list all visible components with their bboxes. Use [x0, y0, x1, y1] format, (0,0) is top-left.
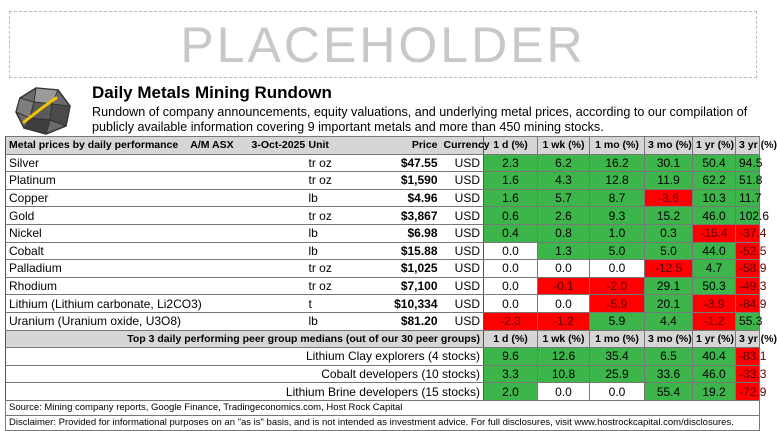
metal-unit: lb — [305, 189, 390, 207]
metal-row — [6, 207, 760, 225]
metal-currency: USD — [441, 189, 484, 207]
perf-cell: 44.0 — [693, 242, 736, 260]
perf-cell: -58.9 — [736, 260, 760, 278]
metal-price: $1,590 — [390, 172, 441, 190]
perf-cell: 12.6 — [538, 348, 590, 366]
perf-cell: 0.0 — [538, 295, 590, 313]
perf-cell: 62.2 — [693, 172, 736, 190]
perf-cell: -84.9 — [736, 295, 760, 313]
perf-cell: 4.4 — [645, 312, 693, 330]
perf-cell: 35.4 — [590, 348, 645, 366]
metal-unit: lb — [305, 224, 390, 242]
col-header-price: Price — [390, 137, 441, 155]
perf-cell: 6.2 — [538, 154, 590, 172]
peer-row — [6, 348, 760, 366]
placeholder-banner — [9, 11, 757, 78]
perf-cell: 1.6 — [484, 172, 538, 190]
peer-col-header: 1 wk (%) — [538, 330, 590, 348]
perf-cell: 9.3 — [590, 207, 645, 225]
metal-row — [6, 172, 760, 190]
metal-currency: USD — [441, 172, 484, 190]
perf-cell: 55.3 — [736, 312, 760, 330]
perf-cell: -2.3 — [484, 312, 538, 330]
metal-price: $3,867 — [390, 207, 441, 225]
peer-name: Cobalt developers (10 stocks) — [6, 365, 484, 383]
metal-price: $15.88 — [390, 242, 441, 260]
metal-unit: tr oz — [305, 207, 390, 225]
perf-cell: 46.0 — [693, 365, 736, 383]
col-header-unit: Unit — [305, 137, 390, 155]
col-header-1d: 1 d (%) — [484, 137, 538, 155]
perf-cell: -2.0 — [590, 277, 645, 295]
perf-cell: 11.7 — [736, 189, 760, 207]
perf-cell: 8.7 — [590, 189, 645, 207]
page-title: Daily Metals Mining Rundown — [92, 83, 332, 102]
perf-cell: 2.6 — [538, 207, 590, 225]
perf-cell: -3.6 — [645, 189, 693, 207]
peer-col-header: 3 yr (%) — [736, 330, 760, 348]
metal-unit: lb — [305, 242, 390, 260]
metals-table-title: Metal prices by daily performance — [9, 139, 179, 152]
perf-cell: 19.2 — [693, 383, 736, 401]
metal-name: Copper — [6, 189, 305, 207]
perf-cell: -33.3 — [736, 365, 760, 383]
col-header-1wk: 1 wk (%) — [538, 137, 590, 155]
date-label: 3-Oct-2025 — [248, 137, 305, 155]
perf-cell: 20.1 — [645, 295, 693, 313]
metal-row — [6, 224, 760, 242]
perf-cell: 6.5 — [645, 348, 693, 366]
perf-cell: 1.0 — [590, 224, 645, 242]
perf-cell: 16.2 — [590, 154, 645, 172]
peer-col-header: 1 d (%) — [484, 330, 538, 348]
perf-cell: -1.2 — [693, 312, 736, 330]
perf-cell: 1.3 — [538, 242, 590, 260]
metal-unit: lb — [305, 312, 390, 330]
perf-cell: 0.0 — [590, 260, 645, 278]
metal-price: $10,334 — [390, 295, 441, 313]
metal-row — [6, 277, 760, 295]
metal-name: Cobalt — [6, 242, 305, 260]
perf-cell: 10.3 — [693, 189, 736, 207]
placeholder-text: PLACEHOLDER — [180, 16, 586, 73]
peer-col-header: 3 mo (%) — [645, 330, 693, 348]
perf-cell: 12.8 — [590, 172, 645, 190]
metal-price: $47.55 — [390, 154, 441, 172]
metal-name: Rhodium — [6, 277, 305, 295]
perf-cell: 5.0 — [645, 242, 693, 260]
metal-name: Palladium — [6, 260, 305, 278]
perf-cell: 10.8 — [538, 365, 590, 383]
metal-name: Gold — [6, 207, 305, 225]
metal-row — [6, 154, 760, 172]
metal-unit: t — [305, 295, 390, 313]
metals-header-title — [6, 137, 248, 155]
perf-cell: 5.9 — [590, 312, 645, 330]
perf-cell: 2.3 — [484, 154, 538, 172]
perf-cell: -3.9 — [693, 295, 736, 313]
perf-cell: 0.0 — [484, 260, 538, 278]
perf-cell: 4.3 — [538, 172, 590, 190]
perf-cell: 9.6 — [484, 348, 538, 366]
perf-cell: 0.0 — [538, 383, 590, 401]
metal-row — [6, 295, 760, 313]
metal-currency: USD — [441, 260, 484, 278]
disclaimer-note: Disclaimer: Provided for informational purposes on an "as is" basis, and is not intended as investment advice. For full disclosures, visit www.hostrockcapital.com/disclosures. — [6, 415, 760, 430]
perf-cell: 40.4 — [693, 348, 736, 366]
metal-unit: tr oz — [305, 260, 390, 278]
metal-row — [6, 312, 760, 330]
perf-cell: -49.3 — [736, 277, 760, 295]
col-header-currency: Currency — [441, 137, 484, 155]
metal-row — [6, 260, 760, 278]
perf-cell: -0.1 — [538, 277, 590, 295]
perf-cell: 15.2 — [645, 207, 693, 225]
perf-cell: 0.0 — [538, 260, 590, 278]
perf-cell: 102.6 — [736, 207, 760, 225]
metal-nugget-icon — [12, 84, 74, 136]
metal-unit: tr oz — [305, 172, 390, 190]
col-header-1mo: 1 mo (%) — [590, 137, 645, 155]
perf-cell: 0.6 — [484, 207, 538, 225]
disclaimer-row — [6, 415, 760, 430]
perf-cell: 11.9 — [645, 172, 693, 190]
perf-cell: 5.7 — [538, 189, 590, 207]
perf-cell: 30.1 — [645, 154, 693, 172]
peer-name: Lithium Brine developers (15 stocks) — [6, 383, 484, 401]
metal-name: Silver — [6, 154, 305, 172]
perf-cell: 0.8 — [538, 224, 590, 242]
peer-name: Lithium Clay explorers (4 stocks) — [6, 348, 484, 366]
metal-price: $6.98 — [390, 224, 441, 242]
page-subtitle: Rundown of company announcements, equity valuations, and underlying metal prices, according to our compilation of publicly available information covering 9 important metals and more than 450 mining stocks. — [92, 105, 748, 134]
perf-cell: 0.0 — [484, 277, 538, 295]
perf-cell: 94.5 — [736, 154, 760, 172]
perf-cell: 50.3 — [693, 277, 736, 295]
metal-currency: USD — [441, 224, 484, 242]
metal-name: Uranium (Uranium oxide, U3O8) — [6, 312, 305, 330]
metal-currency: USD — [441, 154, 484, 172]
peer-col-header: 1 mo (%) — [590, 330, 645, 348]
perf-cell: -5.9 — [590, 295, 645, 313]
perf-cell: 0.0 — [484, 242, 538, 260]
metal-name: Platinum — [6, 172, 305, 190]
perf-cell: -15.4 — [693, 224, 736, 242]
perf-cell: 55.4 — [645, 383, 693, 401]
source-row — [6, 400, 760, 415]
metal-currency: USD — [441, 312, 484, 330]
perf-cell: 0.3 — [645, 224, 693, 242]
perf-cell: 0.0 — [590, 383, 645, 401]
perf-cell: 3.3 — [484, 365, 538, 383]
metal-name: Nickel — [6, 224, 305, 242]
exchange-label: A/M ASX — [190, 139, 234, 152]
metals-header-row — [6, 137, 760, 155]
perf-cell: 46.0 — [693, 207, 736, 225]
peer-table-title: Top 3 daily performing peer group medians (out of our 30 peer groups) — [6, 330, 484, 348]
perf-cell: 29.1 — [645, 277, 693, 295]
metals-table — [5, 136, 777, 431]
perf-cell: -12.5 — [645, 260, 693, 278]
perf-cell: 33.6 — [645, 365, 693, 383]
perf-cell: 50.4 — [693, 154, 736, 172]
metal-price: $81.20 — [390, 312, 441, 330]
perf-cell: -1.2 — [538, 312, 590, 330]
metal-price: $7,100 — [390, 277, 441, 295]
perf-cell: -37.4 — [736, 224, 760, 242]
col-header-3mo: 3 mo (%) — [645, 137, 693, 155]
metal-row — [6, 242, 760, 260]
metal-unit: tr oz — [305, 277, 390, 295]
peer-header-row — [6, 330, 760, 348]
col-header-3yr: 3 yr (%) — [736, 137, 760, 155]
perf-cell: 2.0 — [484, 383, 538, 401]
peer-row — [6, 383, 760, 401]
source-note: Source: Mining company reports, Google Finance, Tradingeconomics.com, Host Rock Capital — [6, 400, 760, 415]
metal-currency: USD — [441, 277, 484, 295]
perf-cell: 5.0 — [590, 242, 645, 260]
metal-name: Lithium (Lithium carbonate, Li2CO3) — [6, 295, 305, 313]
metal-unit: tr oz — [305, 154, 390, 172]
perf-cell: 25.9 — [590, 365, 645, 383]
perf-cell: -72.9 — [736, 383, 760, 401]
metal-price: $4.96 — [390, 189, 441, 207]
metal-currency: USD — [441, 295, 484, 313]
perf-cell: 1.6 — [484, 189, 538, 207]
metal-currency: USD — [441, 242, 484, 260]
metal-row — [6, 189, 760, 207]
metals-table-body — [6, 137, 777, 431]
perf-cell: 0.4 — [484, 224, 538, 242]
perf-cell: 51.8 — [736, 172, 760, 190]
peer-col-header: 1 yr (%) — [693, 330, 736, 348]
perf-cell: 0.0 — [484, 295, 538, 313]
metal-currency: USD — [441, 207, 484, 225]
perf-cell: 4.7 — [693, 260, 736, 278]
col-header-1yr: 1 yr (%) — [693, 137, 736, 155]
metal-price: $1,025 — [390, 260, 441, 278]
peer-row — [6, 365, 760, 383]
perf-cell: -52.5 — [736, 242, 760, 260]
perf-cell: -83.1 — [736, 348, 760, 366]
